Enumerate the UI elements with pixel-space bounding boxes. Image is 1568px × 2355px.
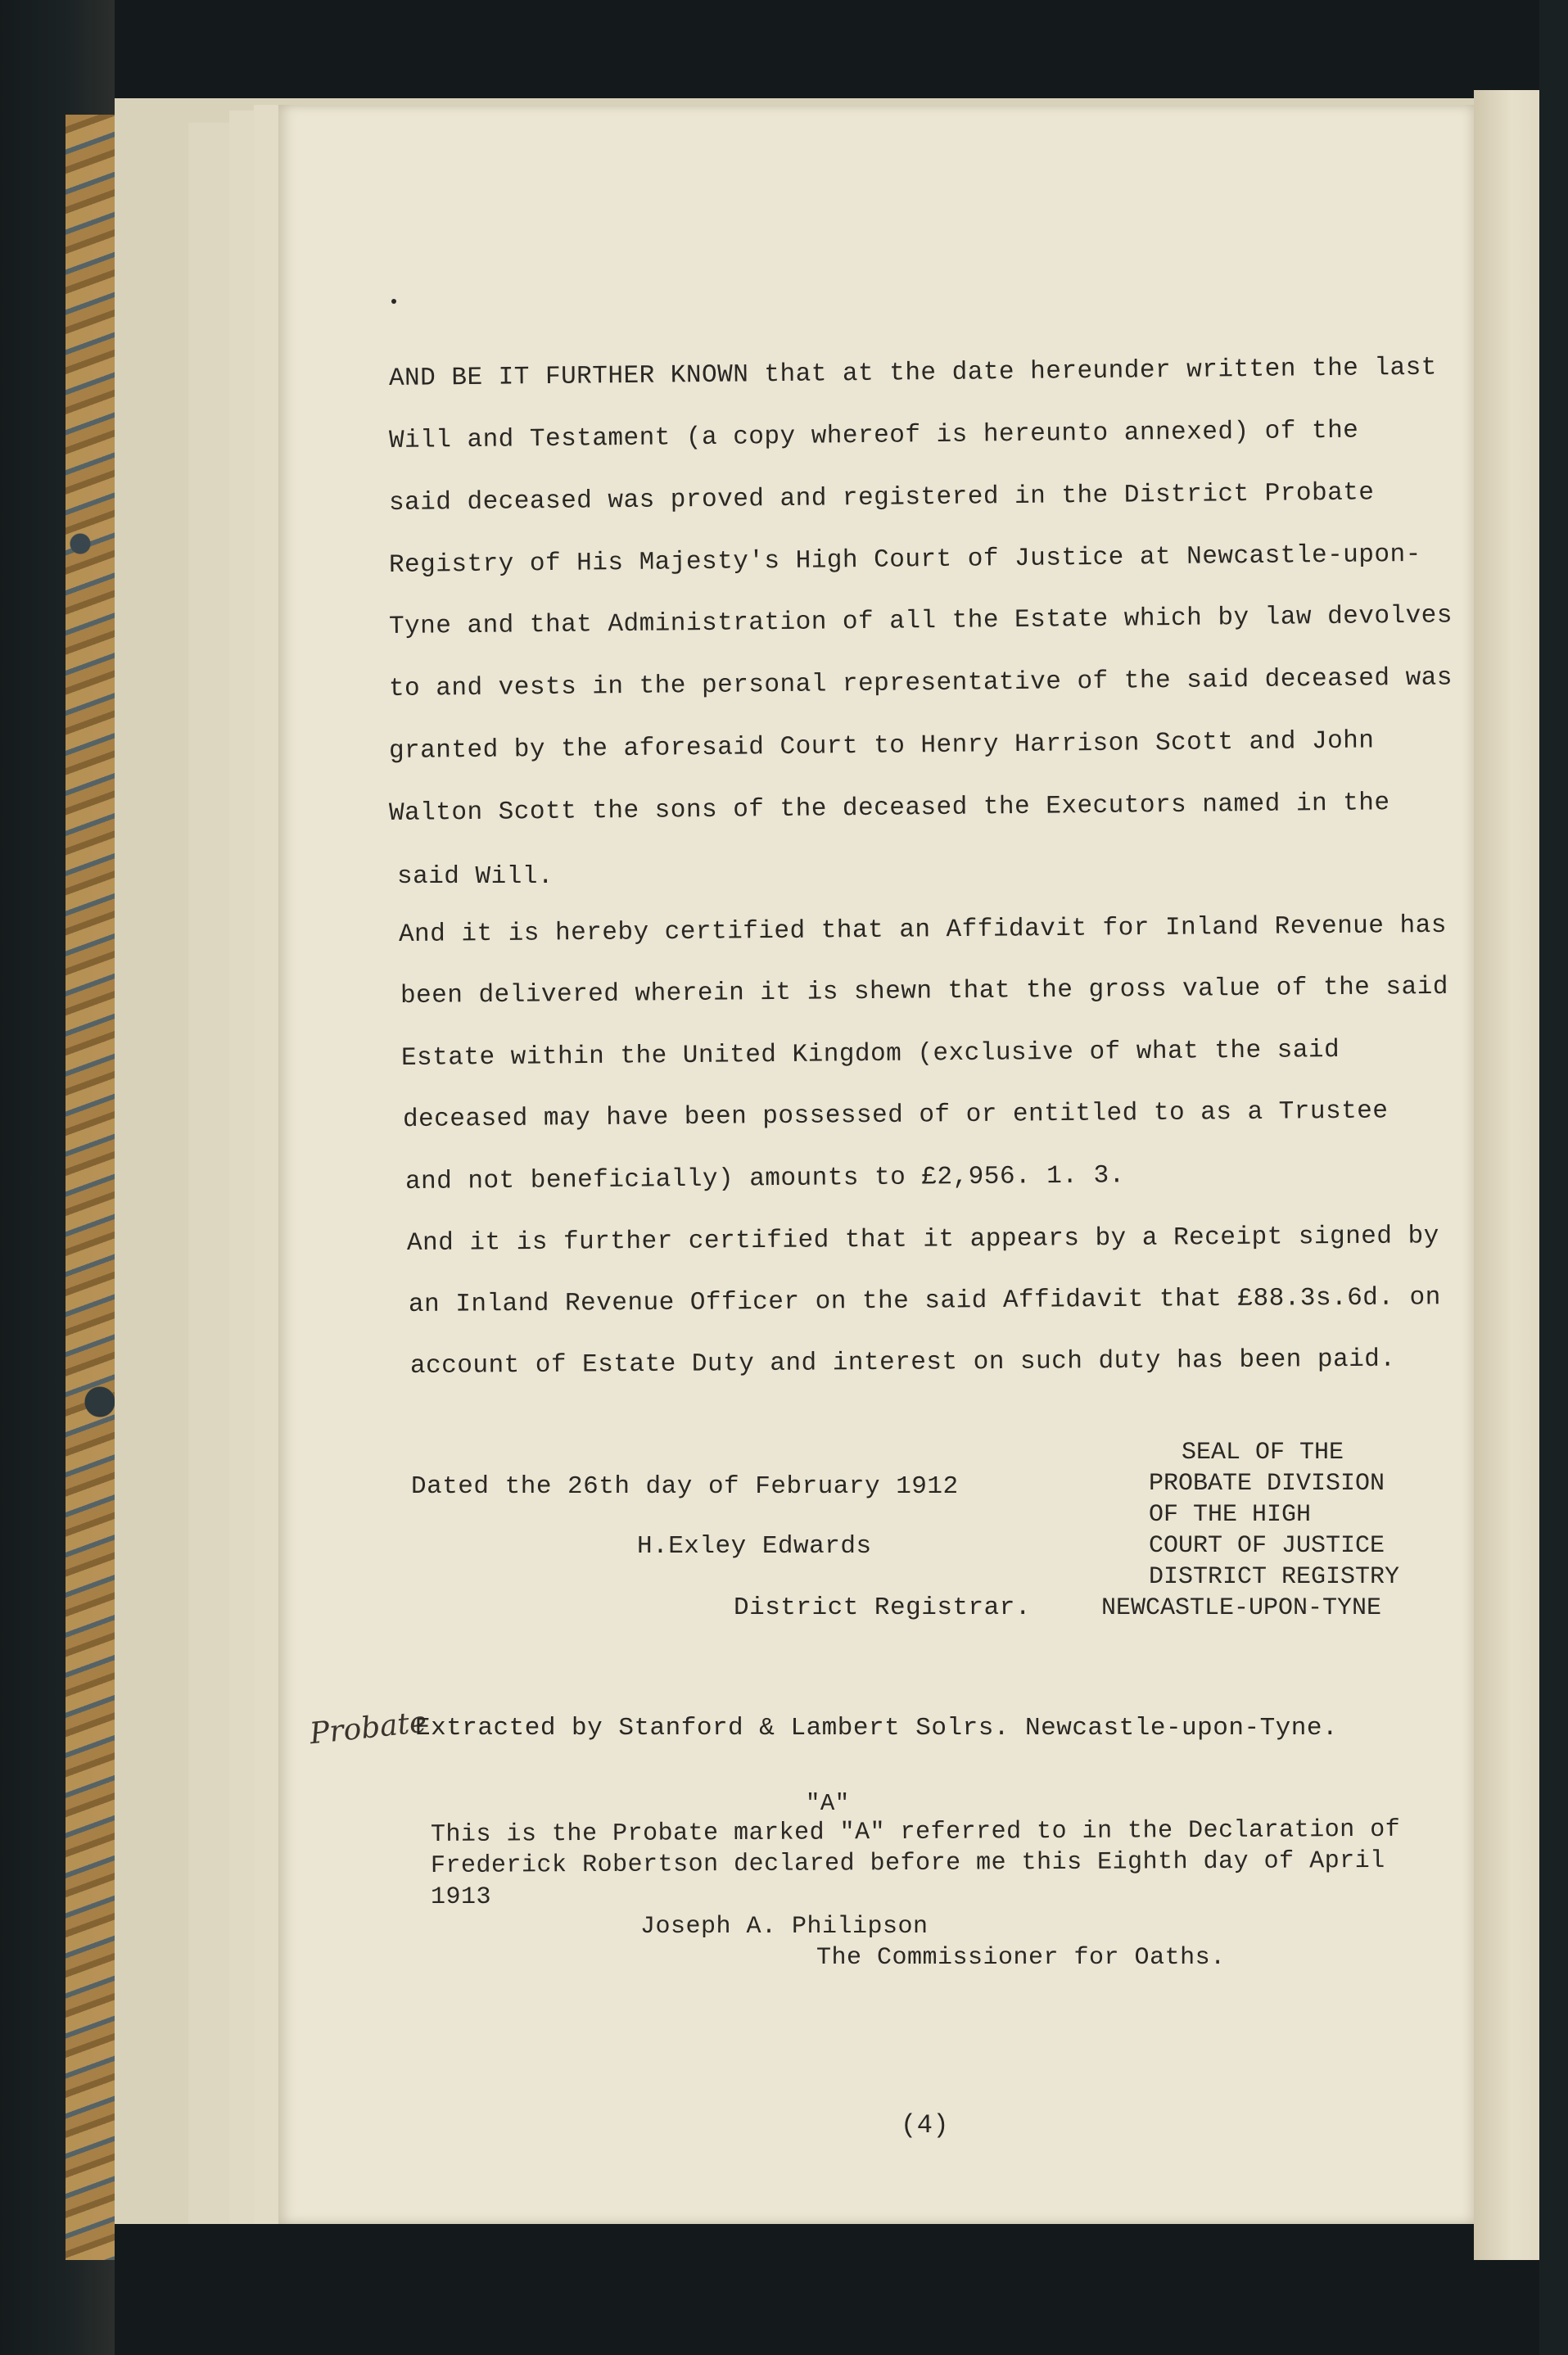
paragraph-1-line: to and vests in the personal representative of the said deceased was	[388, 663, 1453, 703]
paragraph-1-line: said deceased was proved and registered in the District Probate	[388, 478, 1375, 518]
paragraph-1-line: Will and Testament (a copy whereof is hereunto annexed) of the	[388, 416, 1359, 455]
marbled-endpaper	[66, 115, 115, 2260]
registrar-name: H.Exley Edwards	[637, 1532, 872, 1561]
paragraph-2-line: Estate within the United Kingdom (exclusive of what the said	[400, 1035, 1340, 1073]
dated-line: Dated the 26th day of February 1912	[411, 1472, 959, 1501]
seal-line: SEAL OF THE	[1182, 1439, 1344, 1467]
paragraph-2-line: deceased may have been possessed of or entitled to as a Trustee	[402, 1096, 1389, 1134]
commissioner-name: Joseph A. Philipson	[640, 1913, 929, 1941]
paragraph-1-line: Registry of His Majesty's High Court of Justice at Newcastle-upon-	[388, 540, 1421, 580]
paragraph-1-line: AND BE IT FURTHER KNOWN that at the date hereunder written the last	[388, 353, 1438, 393]
paragraph-1-line: Tyne and that Administration of all the Estate which by law devolves	[388, 601, 1453, 641]
paragraph-1-line: granted by the aforesaid Court to Henry Harrison Scott and John	[388, 726, 1375, 766]
seal-line: NEWCASTLE-UPON-TYNE	[1101, 1594, 1382, 1622]
seal-line: OF THE HIGH	[1149, 1501, 1312, 1529]
paragraph-2-line: and not beneficially) amounts to £2,956. 1. 3.	[404, 1161, 1125, 1196]
paragraph-3-line: And it is further certified that it appears by a Receipt signed by	[406, 1222, 1439, 1258]
paragraph-1-line: said Will.	[397, 862, 554, 891]
stray-mark	[391, 299, 396, 304]
paragraph-2-line: And it is hereby certified that an Affidavit for Inland Revenue has	[398, 911, 1448, 949]
page-number: (4)	[901, 2110, 950, 2140]
registrar-title: District Registrar.	[734, 1593, 1031, 1622]
declaration-line: This is the Probate marked "A" referred to in the Declaration of	[430, 1815, 1401, 1849]
paragraph-1-line: Walton Scott the sons of the deceased the Executors named in the	[388, 789, 1390, 828]
commissioner-title: The Commissioner for Oaths.	[816, 1944, 1226, 1972]
paragraph-3-line: account of Estate Duty and interest on such duty has been paid.	[409, 1345, 1396, 1381]
seal-line: PROBATE DIVISION	[1149, 1470, 1385, 1498]
seal-line: COURT OF JUSTICE	[1149, 1532, 1385, 1560]
exhibit-mark: "A"	[806, 1790, 850, 1817]
declaration-line: 1913	[431, 1883, 492, 1911]
margin-handwritten-note: Probate	[308, 1705, 429, 1752]
seal-line: DISTRICT REGISTRY	[1149, 1563, 1400, 1591]
book-cover-right	[1539, 0, 1568, 2355]
paragraph-3-line: an Inland Revenue Officer on the said Affidavit that £88.3s.6d. on	[408, 1283, 1441, 1319]
declaration-line: Frederick Robertson declared before me this Eighth day of April	[430, 1846, 1385, 1880]
extracted-by-line: Extracted by Stanford & Lambert Solrs. Newcastle-upon-Tyne.	[415, 1714, 1339, 1743]
paragraph-2-line: been delivered wherein it is shewn that the gross value of the said	[400, 972, 1449, 1010]
